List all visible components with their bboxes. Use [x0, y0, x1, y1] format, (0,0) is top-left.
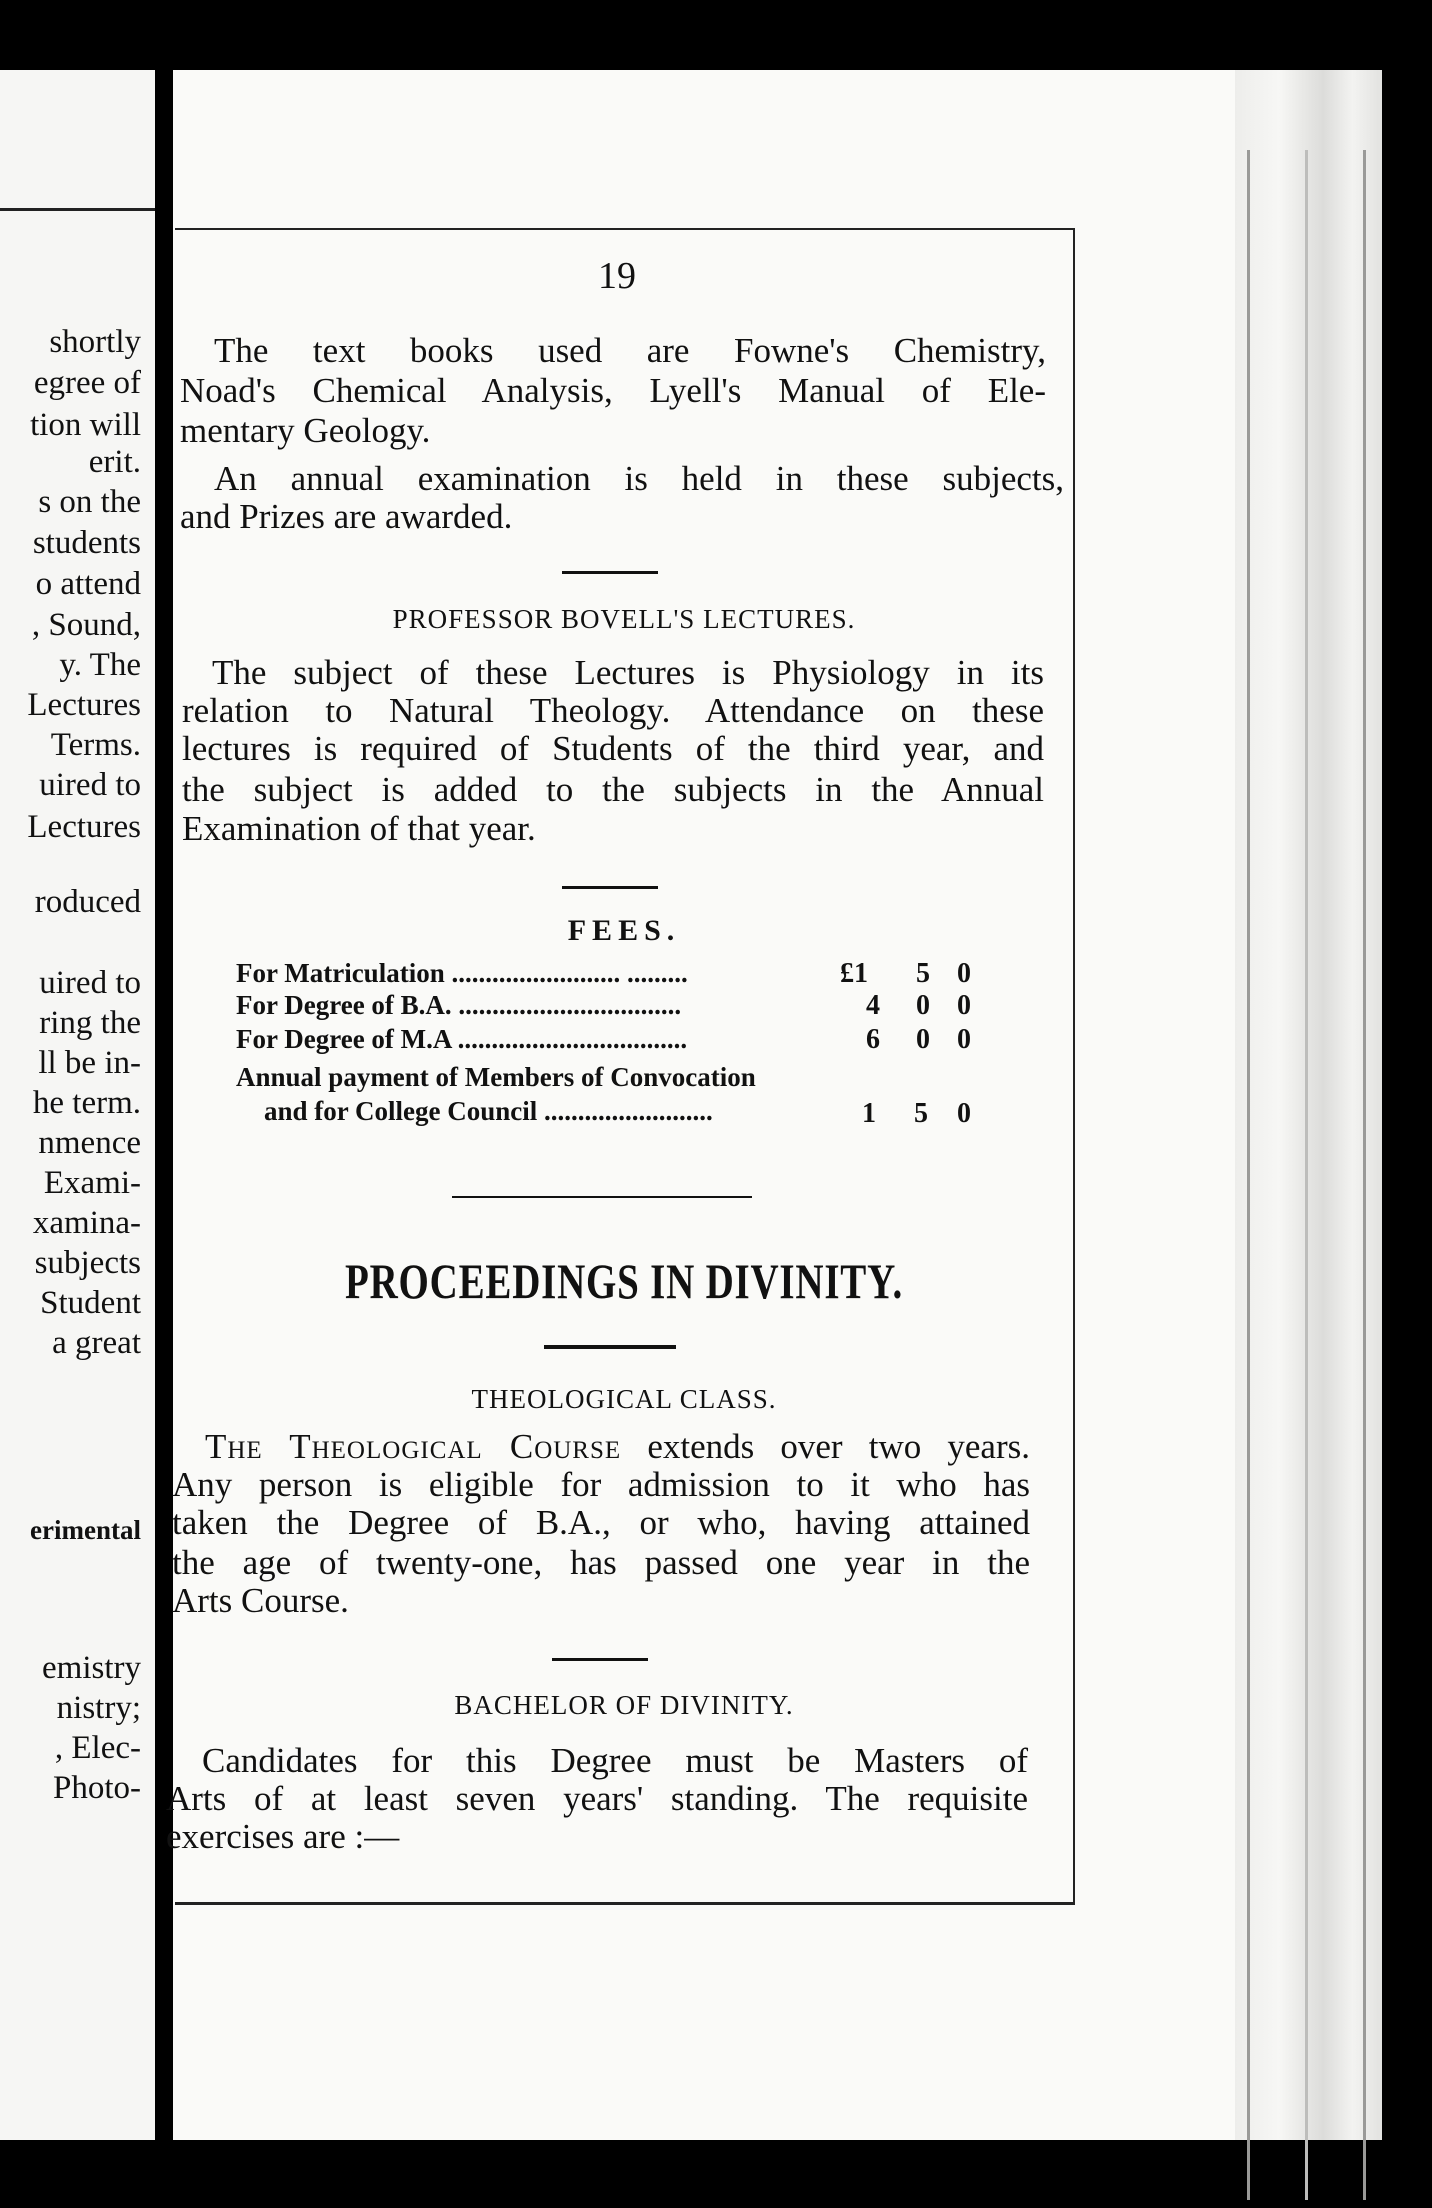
fee-pence: 0: [957, 990, 971, 1021]
left-fragment: he term.: [32, 1085, 141, 1121]
fee-pence: 0: [957, 1098, 971, 1129]
chapter-title: PROCEEDINGS IN DIVINITY.: [345, 1253, 903, 1309]
body-line: Noad's Chemical Analysis, Lyell's Manual of Ele-: [180, 371, 1046, 410]
left-fragment: Terms.: [50, 727, 141, 763]
left-fragment: tion will: [30, 407, 141, 443]
fee-pence: 0: [957, 958, 971, 989]
left-fragment: Exami-: [43, 1165, 141, 1201]
left-fragment: ring the: [39, 1005, 141, 1041]
fee-label: Annual payment of Members of Convocation: [236, 1062, 756, 1092]
section-rule: [552, 1658, 648, 1661]
body-line: mentary Geology.: [180, 411, 431, 450]
left-fragment: uired to: [39, 965, 141, 1001]
left-fragment: o attend: [35, 566, 141, 602]
body-line: the subject is added to the subjects in the Annual: [182, 770, 1044, 809]
left-fragment: erimental: [30, 1515, 141, 1545]
left-fragment: Lectures: [27, 809, 141, 845]
body-line: and Prizes are awarded.: [180, 497, 513, 536]
section-rule: [562, 886, 658, 889]
fee-label: For Matriculation ......................... .........: [236, 958, 688, 988]
body-line: lectures is required of Students of the third year, and: [182, 729, 1044, 768]
body-line: Arts Course.: [172, 1581, 349, 1620]
left-fragment: egree of: [33, 365, 141, 401]
chapter-rule: [452, 1196, 752, 1198]
fee-pence: 0: [957, 1024, 971, 1055]
left-fragment: xamina-: [32, 1205, 141, 1241]
left-fragment: roduced: [34, 884, 141, 920]
page-number: 19: [598, 255, 636, 297]
left-fragment: subjects: [34, 1245, 141, 1281]
body-line: taken the Degree of B.A., or who, having attained: [172, 1503, 1030, 1542]
body-line: exercises are :—: [166, 1817, 400, 1856]
left-fragment: emistry: [42, 1650, 141, 1686]
fee-pounds: 4: [866, 990, 880, 1021]
left-fragment: students: [32, 525, 141, 561]
section-rule: [562, 571, 658, 574]
body-text: extends over two years.: [621, 1427, 1030, 1466]
left-fragment: s on the: [38, 484, 141, 520]
body-line: Any person is eligible for admission to it who has: [172, 1465, 1030, 1504]
left-fragment: a great: [52, 1325, 141, 1361]
left-fragment: y. The: [59, 647, 141, 683]
left-fragment: ll be in-: [38, 1045, 141, 1081]
section-rule: [544, 1345, 676, 1349]
fee-label: For Degree of M.A ..................................: [236, 1024, 688, 1054]
fee-shillings: 0: [916, 990, 930, 1021]
body-line: the age of twenty-one, has passed one year in the: [172, 1543, 1030, 1582]
body-line: The subject of these Lectures is Physiology in its: [212, 653, 1044, 692]
fee-pounds: 1: [862, 1098, 876, 1129]
left-fragment: nmence: [38, 1125, 141, 1161]
course-name: The Theological Course: [205, 1427, 622, 1466]
body-line: [205, 1428, 1030, 1466]
fees-heading: FEES.: [567, 914, 681, 947]
body-line: An annual examination is held in these subjects,: [214, 459, 1064, 498]
body-line: Examination of that year.: [182, 809, 536, 848]
section-heading: THEOLOGICAL CLASS.: [471, 1384, 777, 1414]
left-fragment: erit.: [88, 444, 141, 480]
body-line: relation to Natural Theology. Attendance on these: [182, 691, 1044, 730]
fee-shillings: 0: [916, 1024, 930, 1055]
fee-label: and for College Council .........................: [264, 1096, 713, 1126]
fee-shillings: 5: [916, 958, 930, 989]
left-fragment: Photo-: [52, 1770, 141, 1806]
body-line: Candidates for this Degree must be Masters of: [202, 1741, 1028, 1780]
fee-shillings: 5: [914, 1098, 928, 1129]
left-fragment: nistry;: [56, 1690, 141, 1726]
body-line: Arts of at least seven years' standing. The requisite: [166, 1779, 1028, 1818]
left-fragment: uired to: [39, 767, 141, 803]
left-fragment: Lectures: [27, 687, 141, 723]
fee-pounds: 6: [866, 1024, 880, 1055]
left-fragment: , Sound,: [31, 607, 141, 643]
left-fragment: shortly: [49, 324, 141, 360]
left-fragment: Student: [40, 1285, 141, 1321]
fee-label: For Degree of B.A. .................................: [236, 990, 682, 1020]
left-fragment: , Elec-: [54, 1730, 141, 1766]
fee-pounds: £1: [840, 958, 868, 989]
section-heading: BACHELOR OF DIVINITY.: [454, 1690, 794, 1720]
section-heading: PROFESSOR BOVELL'S LECTURES.: [392, 604, 856, 634]
body-line: The text books used are Fowne's Chemistry,: [214, 331, 1046, 370]
